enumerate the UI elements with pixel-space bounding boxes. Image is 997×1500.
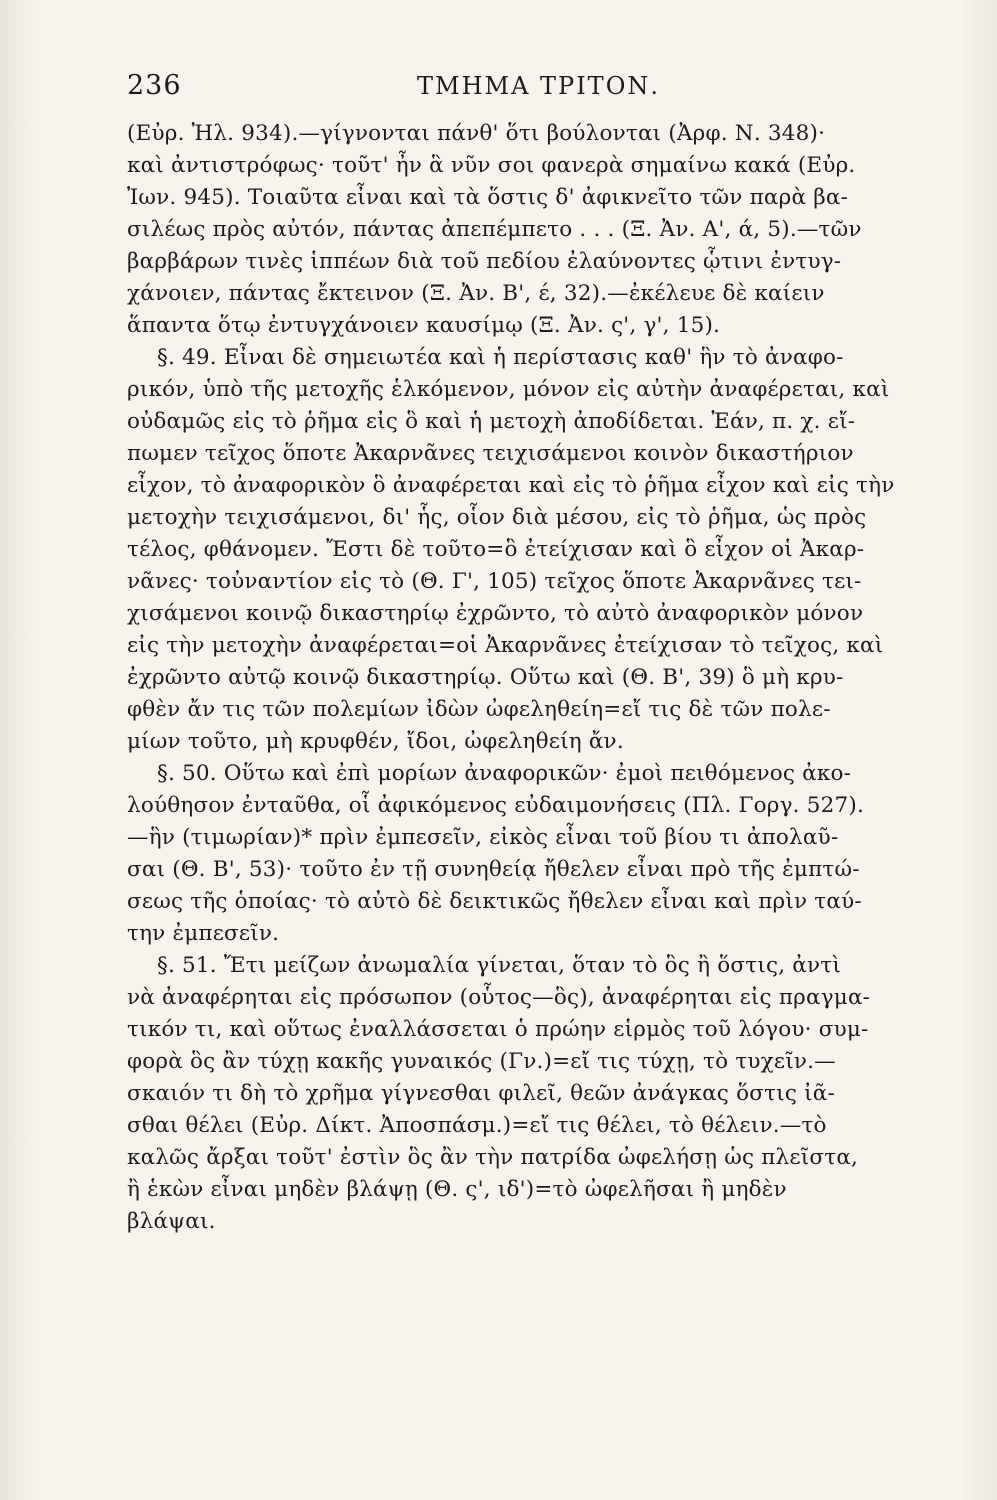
text-line: εἰς τὴν μετοχὴν ἀναφέρεται=οἱ Ἀκαρνᾶνες ἐτείχισαν τὸ τεῖχος, καὶ	[127, 633, 884, 658]
text-line: μετοχὴν τειχισάμενοι, δι' ἧς, οἷον διὰ μέσου, εἰς τὸ ῥῆμα, ὡς πρὸς	[127, 505, 867, 530]
text-line: ρικόν, ὑπὸ τῆς μετοχῆς ἑλκόμενον, μόνον εἰς αὐτὴν ἀναφέρεται, καὶ	[127, 377, 890, 402]
text-line: σαι (Θ. Β', 53)· τοῦτο ἐν τῇ συνηθείᾳ ἤθελεν εἶναι πρὸ τῆς ἐμπτώ-	[127, 857, 860, 882]
text-line: πωμεν τεῖχος ὅποτε Ἀκαρνᾶνες τειχισάμενοι κοινὸν δικαστήριον	[127, 441, 854, 466]
text-line: σθαι θέλει (Εὐρ. Δίκτ. Ἀποσπάσμ.)=εἴ τις θέλει, τὸ θέλειν.—τὸ	[127, 1113, 827, 1138]
text-line: καλῶς ἄρξαι τοῦτ' ἐστὶν ὃς ἂν τὴν πατρίδα ὠφελήσῃ ὡς πλεῖστα,	[127, 1145, 859, 1170]
text-line: νὰ ἀναφέρηται εἰς πρόσωπον (οὗτος—ὃς), ἀναφέρηται εἰς πραγμα-	[127, 985, 871, 1010]
text-line: καὶ ἀντιστρόφως· τοῦτ' ἦν ἃ νῦν σοι φανερὰ σημαίνω κακά (Εὐρ.	[127, 153, 856, 178]
text-line: χάνοιεν, πάντας ἔκτεινον (Ξ. Ἀν. Β', έ, 32).—ἐκέλευε δὲ καίειν	[127, 281, 825, 306]
text-line: τικόν τι, καὶ οὕτως ἐναλλάσσεται ὁ πρώην εἱρμὸς τοῦ λόγου· συμ-	[127, 1017, 869, 1042]
text-line: την ἐμπεσεῖν.	[127, 921, 280, 946]
text-line: ἅπαντα ὅτῳ ἐντυγχάνοιεν καυσίμῳ (Ξ. Ἀν. ς', γ', 15).	[127, 313, 721, 338]
text-line: σκαιόν τι δὴ τὸ χρῆμα γίγνεσθαι φιλεῖ, θεῶν ἀνάγκας ὅστις ἰᾶ-	[127, 1081, 835, 1106]
text-line: —ἣν (τιμωρίαν)* πρὶν ἐμπεσεῖν, εἰκὸς εἶναι τοῦ βίου τι ἀπολαῦ-	[127, 825, 839, 850]
text-line: εἶχον, τὸ ἀναφορικὸν ὃ ἀναφέρεται καὶ εἰς τὸ ῥῆμα εἶχον καὶ εἰς τὴν	[127, 473, 895, 498]
text-line: φορὰ ὃς ἂν τύχῃ κακῆς γυναικός (Γν.)=εἴ τις τύχῃ, τὸ τυχεῖν.—	[127, 1049, 836, 1074]
page-header	[127, 70, 937, 110]
running-head: ΤΜΗΜΑ ΤΡΙΤΟΝ.	[417, 72, 660, 100]
text-line: βλάψαι.	[127, 1209, 216, 1234]
text-line: τέλος, φθάνομεν. Ἔστι δὲ τοῦτο=ὃ ἐτείχισαν καὶ ὃ εἶχον οἱ Ἀκαρ-	[127, 537, 865, 562]
section-50-start: §. 50. Οὕτω καὶ ἐπὶ μορίων ἀναφορικῶν· ἐμοὶ πειθόμενος ἀκο-	[157, 761, 852, 786]
text-line: σιλέως πρὸς αὐτόν, πάντας ἀπεπέμπετο . . . (Ξ. Ἀν. Α', ά, 5).—τῶν	[127, 217, 862, 242]
text-line: λούθησον ἐνταῦθα, οἷ ἀφικόμενος εὐδαιμονήσεις (Πλ. Γοργ. 527).	[127, 793, 865, 818]
text-line: φθὲν ἄν τις τῶν πολεμίων ἰδὼν ὠφεληθείη=εἴ τις δὲ τῶν πολε-	[127, 697, 831, 722]
text-line: σεως τῆς ὁποίας· τὸ αὐτὸ δὲ δεικτικῶς ἤθελεν εἶναι καὶ πρὶν ταύ-	[127, 889, 862, 914]
text-line: νᾶνες· τοὐναντίον εἰς τὸ (Θ. Γ', 105) τεῖχος ὅποτε Ἀκαρνᾶνες τει-	[127, 569, 862, 594]
section-49-start: §. 49. Εἶναι δὲ σημειωτέα καὶ ἡ περίστασις καθ' ἣν τὸ ἀναφο-	[157, 345, 844, 370]
page-number: 236	[127, 70, 182, 101]
section-51-start: §. 51. Ἔτι μείζων ἀνωμαλία γίνεται, ὅταν τὸ ὃς ἢ ὅστις, ἀντὶ	[157, 953, 841, 978]
text-line: μίων τοῦτο, μὴ κρυφθέν, ἴδοι, ὠφεληθείη ἄν.	[127, 729, 624, 754]
text-line: ἐχρῶντο αὐτῷ κοινῷ δικαστηρίῳ. Οὕτω καὶ (Θ. Β', 39) ὃ μὴ κρυ-	[127, 665, 844, 690]
text-line: βαρβάρων τινὲς ἱππέων διὰ τοῦ πεδίου ἐλαύνοντες ᾧτινι ἐντυγ-	[127, 249, 842, 274]
text-line: Ἰων. 945). Τοιαῦτα εἶναι καὶ τὰ ὅστις δ' ἀφικνεῖτο τῶν παρὰ βα-	[127, 185, 849, 210]
body-text	[127, 118, 927, 1238]
text-line: (Εὐρ. Ἠλ. 934).—γίγνονται πάνθ' ὅτι βούλονται (Ἀρφ. Ν. 348)·	[127, 121, 826, 146]
text-line: οὐδαμῶς εἰς τὸ ῥῆμα εἰς ὃ καὶ ἡ μετοχὴ ἀποδίδεται. Ἐάν, π. χ. εἴ-	[127, 409, 856, 434]
text-line: ἢ ἑκὼν εἶναι μηδὲν βλάψῃ (Θ. ς', ιδ')=τὸ ὠφελῆσαι ἢ μηδὲν	[127, 1177, 787, 1202]
text-line: χισάμενοι κοινῷ δικαστηρίῳ ἐχρῶντο, τὸ αὐτὸ ἀναφορικὸν μόνον	[127, 601, 864, 626]
